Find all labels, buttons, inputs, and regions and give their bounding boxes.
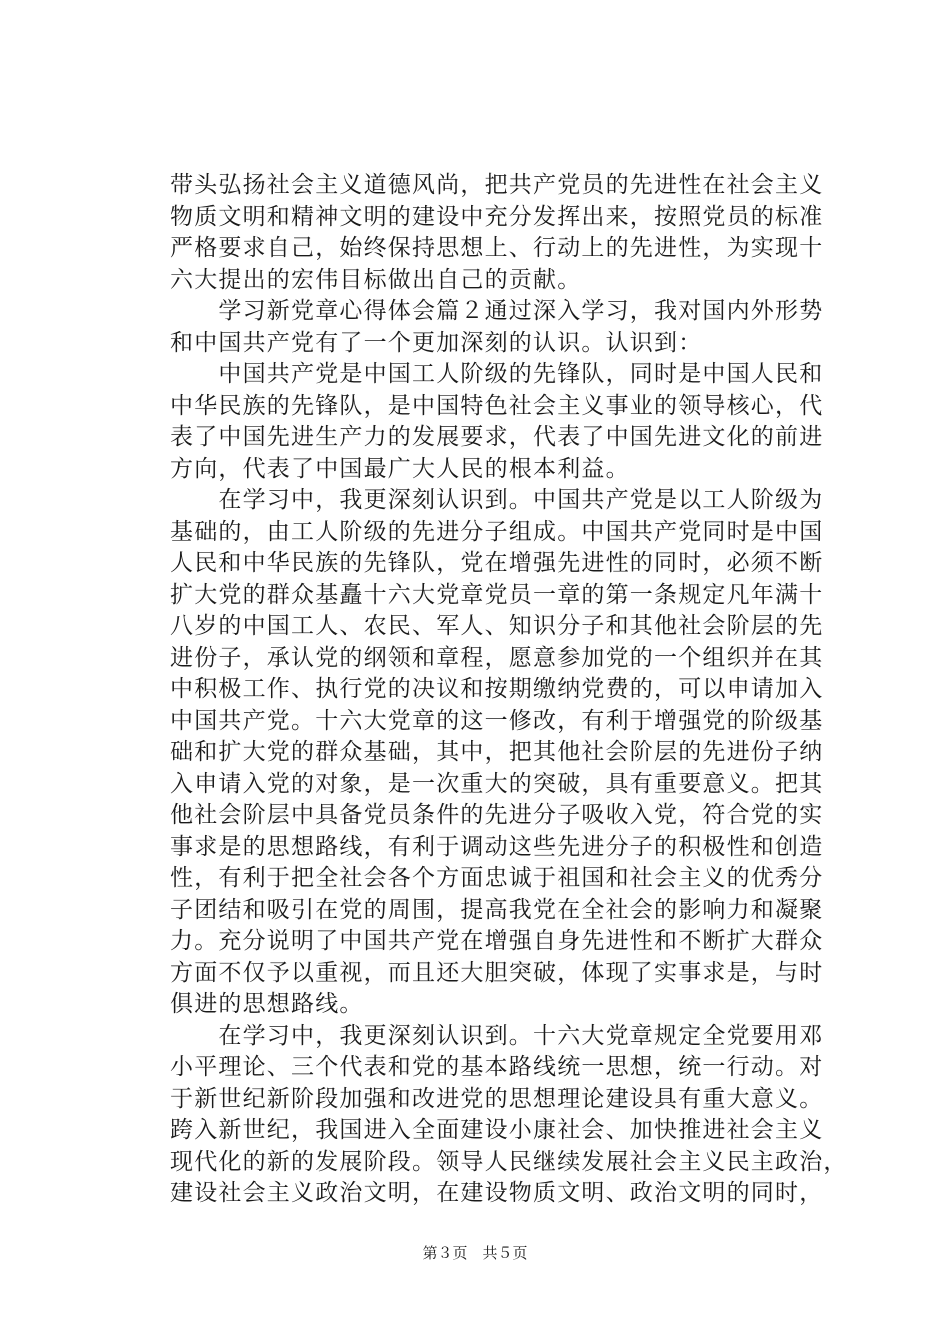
text-line: 物质文明和精神文明的建设中充分发挥出来，按照党员的标准 [170,203,824,230]
text-line: 子团结和吸引在党的周围，提高我党在全社会的影响力和凝聚 [170,896,824,923]
text-line: 八岁的中国工人、农民、军人、知识分子和其他社会阶层的先 [170,613,824,639]
page-number: 第３页 共５页 [422,1244,528,1262]
text-line: 在学习中，我更深刻认识到。十六大党章规定全党要用邓 [170,1022,824,1049]
text-line: 他社会阶层中具备党员条件的先进分子吸收入党，符合党的实 [170,802,824,828]
text-line: 方向，代表了中国最广大人民的根本利益。 [170,455,630,482]
text-line: 表了中国先进生产力的发展要求，代表了中国先进文化的前进 [170,424,824,450]
text-line: 六大提出的宏伟目标做出自己的贡献。 [170,266,582,293]
text-line: 扩大党的群众基矗十六大党章党员一章的第一条规定凡年满十 [170,581,824,608]
text-line: 事求是的思想路线，有利于调动这些先进分子的积极性和创造 [170,833,824,860]
text-line: 进份子，承认党的纲领和章程，愿意参加党的一个组织并在其 [170,644,824,671]
text-line: 和中国共产党有了一个更加深刻的认识。认识到： [170,329,703,356]
text-line: 在学习中，我更深刻认识到。中国共产党是以工人阶级为 [170,487,824,513]
document-body [170,170,848,1210]
text-line: 学习新党章心得体会篇２通过深入学习，我对国内外形势 [170,298,824,324]
text-line: 性，有利于把全社会各个方面忠诚于祖国和社会主义的优秀分 [170,865,824,891]
text-line: 严格要求自己，始终保持思想上、行动上的先进性，为实现十 [170,235,824,261]
text-line: 中积极工作、执行党的决议和按期缴纳党费的，可以申请加入 [170,676,824,702]
text-line: 中国共产党是中国工人阶级的先锋队，同时是中国人民和 [170,361,824,387]
page-footer [0,1243,950,1263]
text-line: 小平理论、三个代表和党的基本路线统一思想，统一行动。对 [170,1054,824,1080]
text-line: 基础的，由工人阶级的先进分子组成。中国共产党同时是中国 [170,518,824,545]
text-line: 俱进的思想路线。 [170,991,364,1017]
text-line: 中国共产党。十六大党章的这一修改，有利于增强党的阶级基 [170,707,824,734]
text-line: 入申请入党的对象，是一次重大的突破，具有重要意义。把其 [170,770,824,797]
text-line: 中华民族的先锋队，是中国特色社会主义事业的领导核心，代 [170,392,824,419]
text-line: 人民和中华民族的先锋队，党在增强先进性的同时，必须不断 [170,550,824,576]
text-line: 跨入新世纪，我国进入全面建设小康社会、加快推进社会主义 [170,1117,824,1143]
text-line: 建设社会主义政治文明，在建设物质文明、政治文明的同时， [170,1180,824,1206]
text-line: 于新世纪新阶段加强和改进党的思想理论建设具有重大意义。 [170,1085,824,1112]
text-line: 力。充分说明了中国共产党在增强自身先进性和不断扩大群众 [170,928,824,954]
text-line: 方面不仅予以重视，而且还大胆突破，体现了实事求是，与时 [170,959,824,986]
text-line: 础和扩大党的群众基础，其中，把其他社会阶层的先进份子纳 [170,739,824,765]
text-line: 带头弘扬社会主义道德风尚，把共产党员的先进性在社会主义 [170,172,824,198]
text-line: 现代化的新的发展阶段。领导人民继续发展社会主义民主政治， [170,1148,848,1175]
